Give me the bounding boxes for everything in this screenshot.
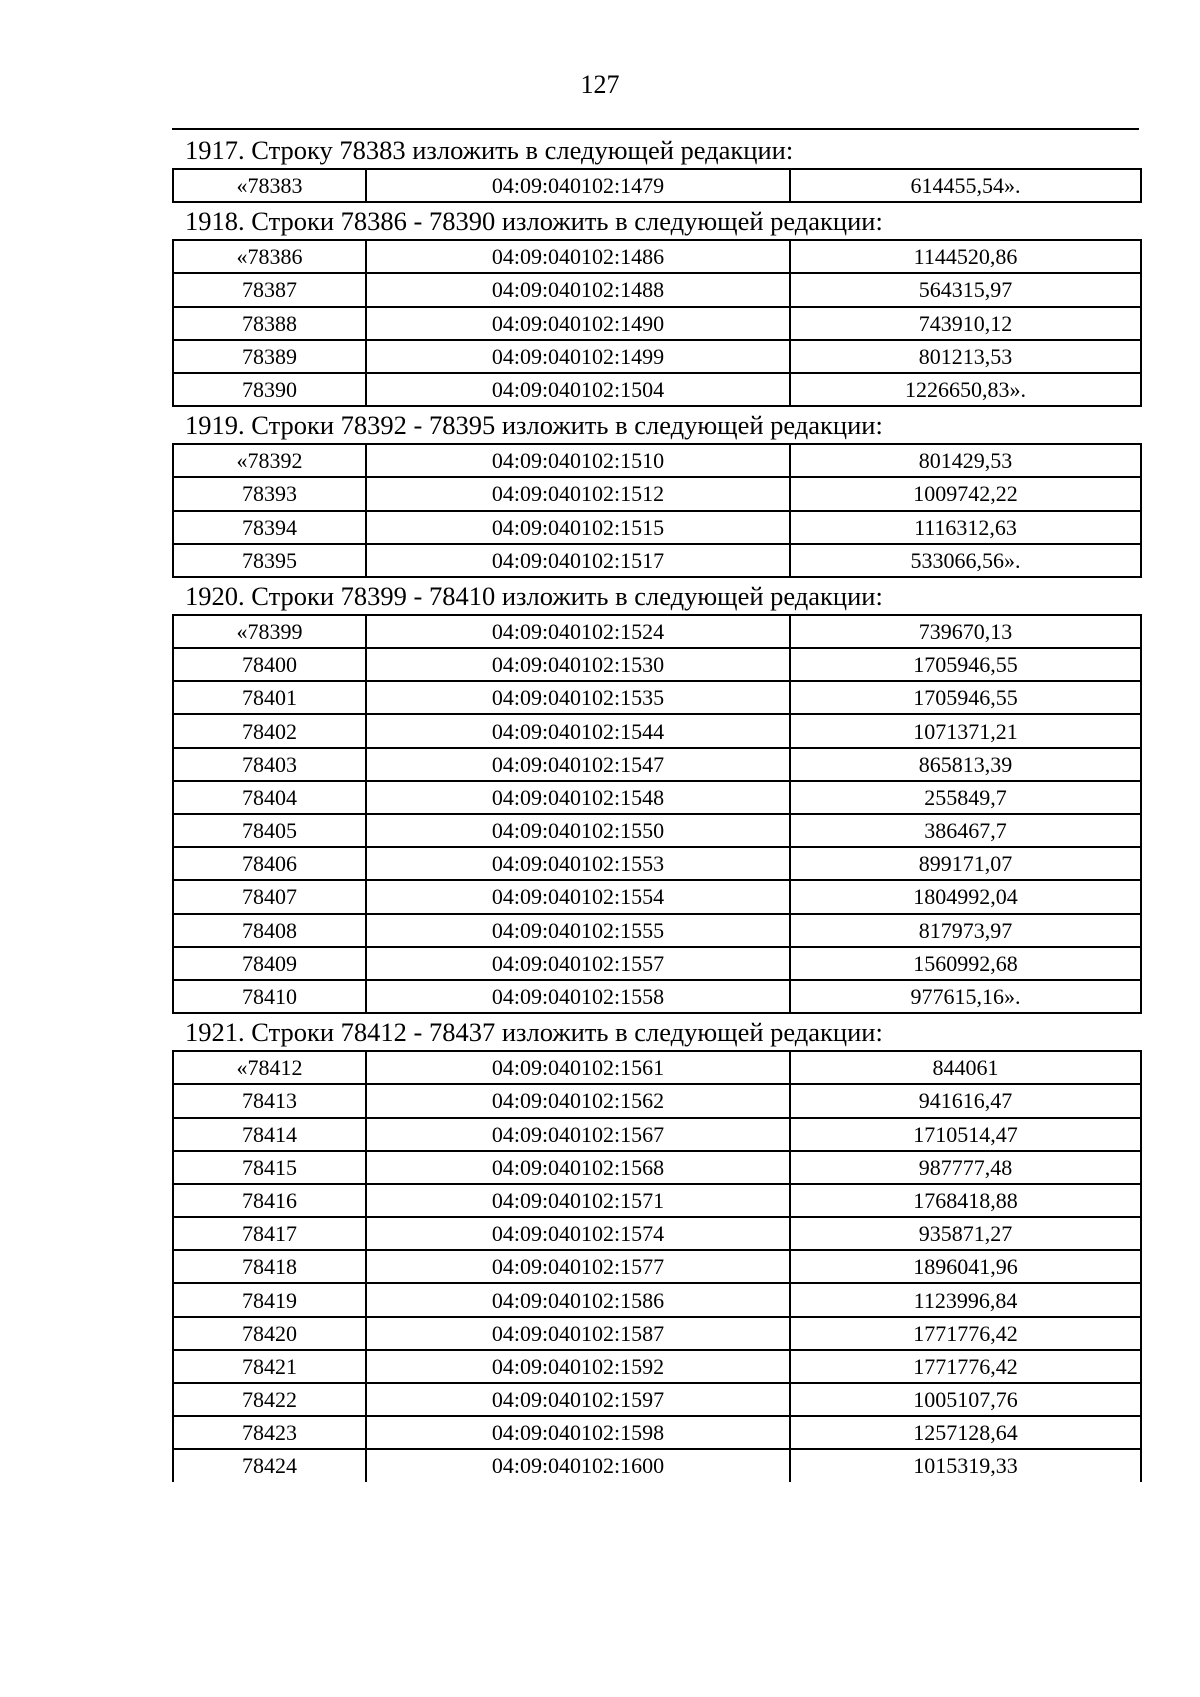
row-number-cell: «78412 — [173, 1051, 366, 1084]
cadastral-number-cell: 04:09:040102:1517 — [366, 544, 790, 577]
value-cell: 1768418,88 — [790, 1184, 1141, 1217]
cadastral-number-cell: 04:09:040102:1571 — [366, 1184, 790, 1217]
row-number-cell: 78387 — [173, 273, 366, 306]
cadastral-number-cell: 04:09:040102:1550 — [366, 814, 790, 847]
table-row — [173, 1184, 1141, 1217]
table-row — [173, 444, 1141, 477]
table-row — [173, 240, 1141, 273]
table-row — [173, 980, 1141, 1013]
cadastral-number-cell: 04:09:040102:1598 — [366, 1416, 790, 1449]
cadastral-number-cell: 04:09:040102:1535 — [366, 681, 790, 714]
amendment-table — [172, 443, 1142, 578]
value-cell: 1116312,63 — [790, 511, 1141, 544]
value-cell: 844061 — [790, 1051, 1141, 1084]
value-cell: 899171,07 — [790, 847, 1141, 880]
top-rule — [172, 128, 1139, 130]
row-number-cell: 78405 — [173, 814, 366, 847]
table-row — [173, 1118, 1141, 1151]
section-heading: 1921. Строки 78412 - 78437 изложить в следующей редакции: — [185, 1017, 883, 1048]
row-number-cell: «78392 — [173, 444, 366, 477]
amendment-table — [172, 168, 1142, 203]
row-number-cell: 78415 — [173, 1151, 366, 1184]
value-cell: 533066,56». — [790, 544, 1141, 577]
value-cell: 386467,7 — [790, 814, 1141, 847]
value-cell: 801429,53 — [790, 444, 1141, 477]
value-cell: 1705946,55 — [790, 648, 1141, 681]
row-number-cell: 78389 — [173, 340, 366, 373]
table-row — [173, 273, 1141, 306]
row-number-cell: «78383 — [173, 169, 366, 202]
row-number-cell: 78400 — [173, 648, 366, 681]
amendment-table — [172, 239, 1142, 407]
row-number-cell: 78419 — [173, 1283, 366, 1316]
table-row — [173, 1317, 1141, 1350]
row-number-cell: 78407 — [173, 880, 366, 913]
row-number-cell: «78386 — [173, 240, 366, 273]
value-cell: 801213,53 — [790, 340, 1141, 373]
value-cell: 1771776,42 — [790, 1350, 1141, 1383]
table-row — [173, 648, 1141, 681]
table-row — [173, 511, 1141, 544]
cadastral-number-cell: 04:09:040102:1512 — [366, 477, 790, 510]
table-row — [173, 477, 1141, 510]
cadastral-number-cell: 04:09:040102:1486 — [366, 240, 790, 273]
table-row — [173, 1084, 1141, 1117]
cadastral-number-cell: 04:09:040102:1561 — [366, 1051, 790, 1084]
value-cell: 614455,54». — [790, 169, 1141, 202]
value-cell: 1710514,47 — [790, 1118, 1141, 1151]
row-number-cell: 78409 — [173, 947, 366, 980]
cadastral-number-cell: 04:09:040102:1600 — [366, 1449, 790, 1481]
row-number-cell: 78418 — [173, 1250, 366, 1283]
row-number-cell: 78404 — [173, 781, 366, 814]
table-row — [173, 169, 1141, 202]
cadastral-number-cell: 04:09:040102:1504 — [366, 373, 790, 406]
table-row — [173, 340, 1141, 373]
row-number-cell: 78393 — [173, 477, 366, 510]
value-cell: 564315,97 — [790, 273, 1141, 306]
cadastral-number-cell: 04:09:040102:1554 — [366, 880, 790, 913]
value-cell: 1804992,04 — [790, 880, 1141, 913]
table-row — [173, 544, 1141, 577]
section-heading: 1918. Строки 78386 - 78390 изложить в следующей редакции: — [185, 206, 883, 237]
value-cell: 941616,47 — [790, 1084, 1141, 1117]
value-cell: 1226650,83». — [790, 373, 1141, 406]
value-cell: 1071371,21 — [790, 714, 1141, 747]
cadastral-number-cell: 04:09:040102:1547 — [366, 748, 790, 781]
value-cell: 817973,97 — [790, 914, 1141, 947]
cadastral-number-cell: 04:09:040102:1488 — [366, 273, 790, 306]
cadastral-number-cell: 04:09:040102:1587 — [366, 1317, 790, 1350]
cadastral-number-cell: 04:09:040102:1544 — [366, 714, 790, 747]
row-number-cell: 78416 — [173, 1184, 366, 1217]
value-cell: 935871,27 — [790, 1217, 1141, 1250]
cadastral-number-cell: 04:09:040102:1530 — [366, 648, 790, 681]
cadastral-number-cell: 04:09:040102:1586 — [366, 1283, 790, 1316]
table-row — [173, 1250, 1141, 1283]
value-cell: 865813,39 — [790, 748, 1141, 781]
page-number: 127 — [580, 70, 620, 99]
cadastral-number-cell: 04:09:040102:1499 — [366, 340, 790, 373]
cadastral-number-cell: 04:09:040102:1574 — [366, 1217, 790, 1250]
cadastral-number-cell: 04:09:040102:1562 — [366, 1084, 790, 1117]
value-cell: 1144520,86 — [790, 240, 1141, 273]
value-cell: 1005107,76 — [790, 1383, 1141, 1416]
table-row — [173, 1350, 1141, 1383]
table-row — [173, 373, 1141, 406]
value-cell: 987777,48 — [790, 1151, 1141, 1184]
row-number-cell: 78414 — [173, 1118, 366, 1151]
row-number-cell: 78406 — [173, 847, 366, 880]
cadastral-number-cell: 04:09:040102:1524 — [366, 615, 790, 648]
table-row — [173, 1416, 1141, 1449]
row-number-cell: 78395 — [173, 544, 366, 577]
table-row — [173, 681, 1141, 714]
value-cell: 1771776,42 — [790, 1317, 1141, 1350]
row-number-cell: 78424 — [173, 1449, 366, 1481]
value-cell: 743910,12 — [790, 307, 1141, 340]
section-heading: 1917. Строку 78383 изложить в следующей редакции: — [185, 135, 794, 165]
cadastral-number-cell: 04:09:040102:1548 — [366, 781, 790, 814]
cadastral-number-cell: 04:09:040102:1557 — [366, 947, 790, 980]
value-cell: 1705946,55 — [790, 681, 1141, 714]
cadastral-number-cell: 04:09:040102:1568 — [366, 1151, 790, 1184]
cadastral-number-cell: 04:09:040102:1555 — [366, 914, 790, 947]
section-heading: 1919. Строки 78392 - 78395 изложить в следующей редакции: — [185, 410, 883, 441]
document-body — [172, 132, 1140, 1482]
table-row — [173, 947, 1141, 980]
table-row — [173, 880, 1141, 913]
cadastral-number-cell: 04:09:040102:1567 — [366, 1118, 790, 1151]
row-number-cell: 78413 — [173, 1084, 366, 1117]
value-cell: 1896041,96 — [790, 1250, 1141, 1283]
row-number-cell: 78388 — [173, 307, 366, 340]
row-number-cell: 78410 — [173, 980, 366, 1013]
table-row — [173, 1383, 1141, 1416]
cadastral-number-cell: 04:09:040102:1510 — [366, 444, 790, 477]
value-cell: 255849,7 — [790, 781, 1141, 814]
table-row — [173, 1283, 1141, 1316]
table-row — [173, 615, 1141, 648]
table-row — [173, 714, 1141, 747]
row-number-cell: 78420 — [173, 1317, 366, 1350]
row-number-cell: 78401 — [173, 681, 366, 714]
table-row — [173, 748, 1141, 781]
table-row — [173, 307, 1141, 340]
value-cell: 977615,16». — [790, 980, 1141, 1013]
table-row — [173, 1151, 1141, 1184]
value-cell: 1257128,64 — [790, 1416, 1141, 1449]
amendment-table — [172, 1050, 1142, 1481]
cadastral-number-cell: 04:09:040102:1479 — [366, 169, 790, 202]
row-number-cell: 78423 — [173, 1416, 366, 1449]
value-cell: 1015319,33 — [790, 1449, 1141, 1481]
cadastral-number-cell: 04:09:040102:1553 — [366, 847, 790, 880]
cadastral-number-cell: 04:09:040102:1597 — [366, 1383, 790, 1416]
cadastral-number-cell: 04:09:040102:1592 — [366, 1350, 790, 1383]
table-row — [173, 1217, 1141, 1250]
table-row — [173, 914, 1141, 947]
row-number-cell: 78394 — [173, 511, 366, 544]
table-row — [173, 781, 1141, 814]
row-number-cell: 78417 — [173, 1217, 366, 1250]
value-cell: 739670,13 — [790, 615, 1141, 648]
cadastral-number-cell: 04:09:040102:1558 — [366, 980, 790, 1013]
row-number-cell: 78402 — [173, 714, 366, 747]
row-number-cell: 78421 — [173, 1350, 366, 1383]
row-number-cell: «78399 — [173, 615, 366, 648]
row-number-cell: 78390 — [173, 373, 366, 406]
table-row — [173, 1051, 1141, 1084]
value-cell: 1009742,22 — [790, 477, 1141, 510]
row-number-cell: 78422 — [173, 1383, 366, 1416]
row-number-cell: 78408 — [173, 914, 366, 947]
table-row — [173, 814, 1141, 847]
cadastral-number-cell: 04:09:040102:1515 — [366, 511, 790, 544]
cadastral-number-cell: 04:09:040102:1490 — [366, 307, 790, 340]
value-cell: 1123996,84 — [790, 1283, 1141, 1316]
section-heading: 1920. Строки 78399 - 78410 изложить в следующей редакции: — [185, 580, 883, 611]
amendment-table — [172, 614, 1142, 1014]
cadastral-number-cell: 04:09:040102:1577 — [366, 1250, 790, 1283]
table-row — [173, 847, 1141, 880]
row-number-cell: 78403 — [173, 748, 366, 781]
table-row — [173, 1449, 1141, 1481]
value-cell: 1560992,68 — [790, 947, 1141, 980]
